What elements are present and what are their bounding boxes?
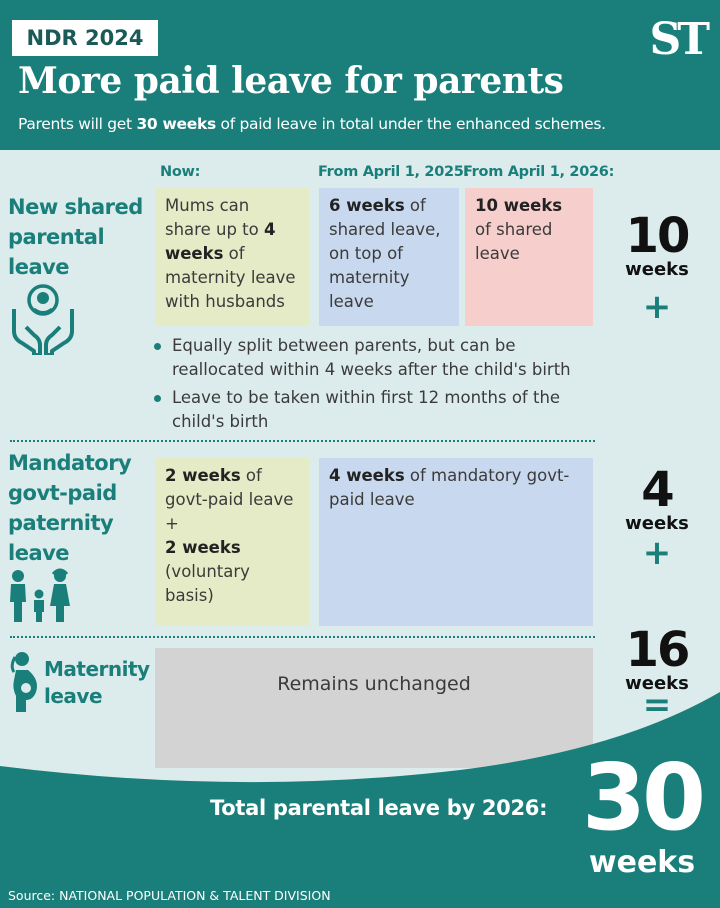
column-now: Now: [160,164,201,180]
total-num: 30 [581,744,703,851]
paternity-now-box [155,458,309,626]
subtitle-bold: 30 weeks [136,115,216,133]
page-title: More paid leave for parents [18,60,564,102]
paternity-future-post: of mandatory govt-paid leave [329,466,570,509]
subtitle [18,115,606,133]
column-april-2026: From April 1, 2026: [463,164,615,180]
bullet-text: Leave to be taken within first 12 months of the child's birth [172,388,561,431]
shared-now-post: of maternity leave with husbands [165,244,296,311]
equals-operator: = [642,685,672,725]
plus-operator: + [642,533,672,573]
paternity-future-box [319,458,593,626]
shared-now-bold: 4 weeks [165,220,276,263]
st-logo: ST [649,14,706,65]
paternity-now-post2: (voluntary basis) [165,562,250,605]
shared-leave-label: New shared parental leave [8,195,143,279]
shared-2025-post: of shared leave, on top of maternity leave [329,196,441,311]
bullet-text: Equally split between parents, but can be reallocated within 4 weeks after the child's birth [172,336,571,379]
column-april-2025: From April 1, 2025: [318,164,470,180]
paternity-total-unit: weeks [625,513,689,534]
shared-now-box [155,188,309,326]
maternity-text: Remains unchanged [277,673,471,695]
shared-2026-box [465,188,593,326]
shared-2026-post: of shared leave [475,220,553,263]
paternity-now-post1: of govt-paid leave [165,466,294,509]
divider [10,636,595,638]
paternity-now-bold2: 2 weeks [165,538,241,557]
paternity-future-bold: 4 weeks [329,466,405,485]
bullet-item [150,334,610,382]
family-icon [6,568,72,622]
paternity-total [617,462,697,534]
bullet-dot [154,395,161,402]
paternity-leave-label: Mandatory govt-paid paternity leave [8,451,132,565]
subtitle-post: of paid leave in total under the enhanced schemes. [215,115,606,133]
header [0,0,720,150]
paternity-total-num: 4 [641,462,673,518]
maternity-leave-label: Maternity leave [44,657,150,708]
shared-total [617,208,697,280]
bullet-dot [154,343,161,350]
shared-total-num: 10 [625,208,689,264]
plus-operator: + [642,287,672,327]
paternity-now-plus: + [165,514,179,533]
subtitle-pre: Parents will get [18,115,137,133]
paternity-now-bold1: 2 weeks [165,466,241,485]
shared-bullets [150,334,610,438]
shared-2025-box [319,188,459,326]
divider [10,440,595,442]
bullet-item [150,386,610,434]
source-text: Source: NATIONAL POPULATION & TALENT DIVISION [8,888,331,903]
shared-2025-bold: 6 weeks [329,196,405,215]
maternity-total-num: 16 [625,622,689,678]
ndr-tag: NDR 2024 [12,20,158,56]
maternity-total-unit: weeks [625,673,689,694]
shared-2026-bold: 10 weeks [475,196,563,215]
total-value [572,744,712,880]
total-label: Total parental leave by 2026: [210,796,548,820]
shared-total-unit: weeks [625,259,689,280]
total-unit: weeks [588,845,696,880]
hands-holding-baby-icon [10,283,76,355]
shared-now-pre: Mums can share up to [165,196,264,239]
